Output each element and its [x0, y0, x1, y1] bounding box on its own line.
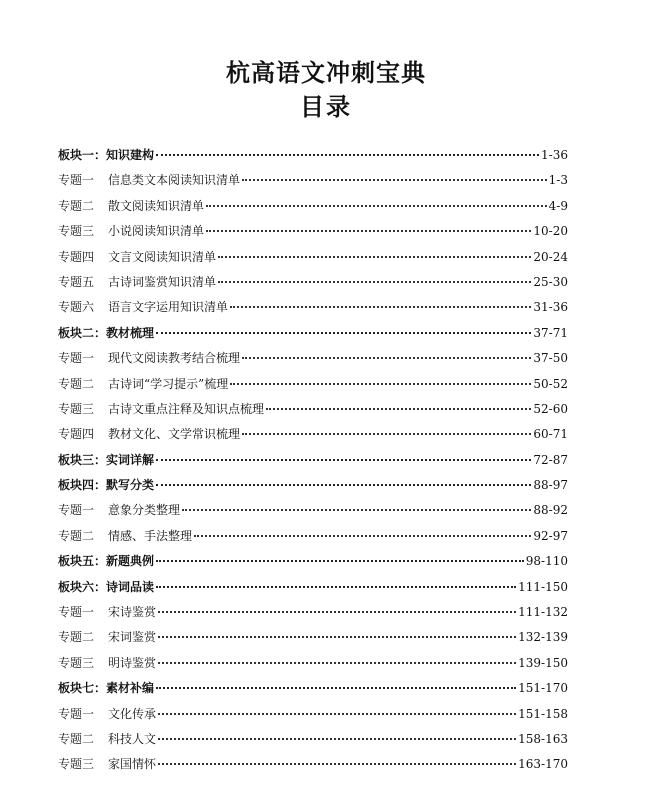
- topic-title: 宋词鉴赏: [108, 630, 157, 645]
- topic-label: 专题一: [58, 173, 95, 188]
- topic-label: 专题二: [58, 528, 95, 543]
- topic-label: 专题一: [58, 503, 95, 518]
- dot-leader: [158, 662, 516, 664]
- dot-leader: [242, 433, 531, 435]
- page-range: 111-132: [518, 605, 568, 620]
- section-title: 实词详解: [106, 452, 155, 467]
- topic-title: 古诗文重点注释及知识点梳理: [108, 401, 265, 416]
- toc-section-row[interactable]: [58, 575, 568, 600]
- page-range: 88-92: [533, 503, 568, 518]
- topic-title: 教材文化、文学常识梳理: [108, 427, 241, 442]
- section-title: 默写分类: [106, 478, 155, 493]
- topic-title: 语言文字运用知识清单: [108, 300, 229, 315]
- toc-section-row[interactable]: [58, 676, 568, 701]
- topic-label: 专题二: [58, 376, 95, 391]
- page-range: 20-24: [533, 249, 568, 264]
- dot-leader: [206, 230, 531, 232]
- dot-leader: [158, 611, 516, 613]
- topic-title: 信息类文本阅读知识清单: [108, 173, 241, 188]
- page-range: 92-97: [533, 528, 568, 543]
- section-label: 板块五：: [58, 554, 107, 569]
- toc-topic-row[interactable]: [58, 625, 568, 650]
- section-label: 板块四：: [58, 478, 107, 493]
- dot-leader: [218, 256, 531, 258]
- dot-leader: [156, 332, 531, 334]
- toc-topic-row[interactable]: [58, 752, 568, 777]
- toc-topic-row[interactable]: [58, 346, 568, 371]
- topic-label: 专题一: [58, 605, 95, 620]
- toc-section-row[interactable]: [58, 473, 568, 498]
- dot-leader: [156, 560, 524, 562]
- page-range: 1-3: [548, 173, 568, 188]
- topic-title: 散文阅读知识清单: [108, 198, 205, 213]
- topic-title: 意象分类整理: [108, 503, 181, 518]
- topic-title: 家国情怀: [108, 757, 157, 772]
- section-label: 板块六：: [58, 579, 107, 594]
- topic-label: 专题五: [58, 274, 95, 289]
- dot-leader: [156, 687, 516, 689]
- page-range: 151-170: [518, 681, 568, 696]
- page-range: 72-87: [533, 452, 568, 467]
- dot-leader: [242, 357, 531, 359]
- dot-leader: [158, 763, 516, 765]
- topic-label: 专题一: [58, 351, 95, 366]
- toc-topic-row[interactable]: [58, 498, 568, 523]
- page-range: 111-150: [518, 579, 568, 594]
- toc-topic-row[interactable]: [58, 727, 568, 752]
- page-range: 37-50: [533, 351, 568, 366]
- dot-leader: [158, 636, 516, 638]
- section-label: 板块三：: [58, 452, 107, 467]
- page-range: 98-110: [525, 554, 568, 569]
- toc-section-row[interactable]: [58, 321, 568, 346]
- topic-title: 文化传承: [108, 706, 157, 721]
- section-title: 新题典例: [106, 554, 155, 569]
- topic-title: 宋诗鉴赏: [108, 605, 157, 620]
- dot-leader: [182, 509, 531, 511]
- page-range: 4-9: [548, 198, 568, 213]
- topic-title: 文言文阅读知识清单: [108, 249, 217, 264]
- topic-title: 古诗词鉴赏知识清单: [108, 274, 217, 289]
- dot-leader: [158, 738, 516, 740]
- page-range: 151-158: [518, 706, 568, 721]
- topic-title: 情感、手法整理: [108, 528, 193, 543]
- page-range: 60-71: [533, 427, 568, 442]
- topic-label: 专题二: [58, 198, 95, 213]
- toc-topic-row[interactable]: [58, 372, 568, 397]
- dot-leader: [156, 586, 516, 588]
- dot-leader: [266, 408, 531, 410]
- topic-label: 专题六: [58, 300, 95, 315]
- toc-topic-row[interactable]: [58, 600, 568, 625]
- topic-label: 专题三: [58, 224, 95, 239]
- topic-label: 专题三: [58, 757, 95, 772]
- table-of-contents: [58, 143, 568, 778]
- toc-topic-row[interactable]: [58, 270, 568, 295]
- dot-leader: [230, 383, 531, 385]
- topic-label: 专题三: [58, 655, 95, 670]
- page-range: 163-170: [518, 757, 568, 772]
- dot-leader: [242, 179, 547, 181]
- dot-leader: [218, 281, 531, 283]
- page-range: 132-139: [518, 630, 568, 645]
- section-title: 知识建构: [106, 148, 155, 162]
- page-range: 50-52: [533, 376, 568, 391]
- toc-topic-row[interactable]: [58, 651, 568, 676]
- topic-title: 明诗鉴赏: [108, 655, 157, 670]
- page-range: 139-150: [518, 655, 568, 670]
- topic-label: 专题四: [58, 427, 95, 442]
- toc-topic-row[interactable]: [58, 168, 568, 193]
- toc-topic-row[interactable]: [58, 422, 568, 447]
- topic-label: 专题三: [58, 401, 95, 416]
- toc-topic-row[interactable]: [58, 397, 568, 422]
- toc-heading: 目录: [300, 92, 352, 121]
- topic-label: 专题二: [58, 630, 95, 645]
- toc-topic-row[interactable]: [58, 524, 568, 549]
- toc-section-row[interactable]: [58, 143, 568, 168]
- page-range: 52-60: [533, 401, 568, 416]
- topic-title: 古诗词“学习提示”梳理: [108, 376, 229, 391]
- document-title: 杭高语文冲刺宝典: [226, 58, 426, 87]
- toc-section-row[interactable]: [58, 448, 568, 473]
- toc-section-row[interactable]: [58, 549, 568, 574]
- page-range: 25-30: [533, 274, 568, 289]
- dot-leader: [156, 459, 531, 461]
- topic-title: 科技人文: [108, 731, 157, 746]
- section-label: 板块一：: [58, 148, 107, 162]
- toc-topic-row[interactable]: [58, 219, 568, 244]
- topic-title: 小说阅读知识清单: [108, 224, 205, 239]
- page-range: 31-36: [533, 300, 568, 315]
- section-title: 教材梳理: [106, 325, 155, 340]
- section-label: 板块二：: [58, 325, 107, 340]
- section-title: 素材补编: [106, 681, 155, 696]
- toc-topic-row[interactable]: [58, 194, 568, 219]
- page-range: 37-71: [533, 325, 568, 340]
- toc-topic-row[interactable]: [58, 245, 568, 270]
- page-range: 10-20: [533, 224, 568, 239]
- dot-leader: [206, 205, 547, 207]
- topic-title: 现代文阅读教考结合梳理: [108, 351, 241, 366]
- dot-leader: [230, 306, 531, 308]
- toc-topic-row[interactable]: [58, 295, 568, 320]
- page-range: 88-97: [533, 478, 568, 493]
- page-range: 1-36: [541, 148, 568, 162]
- topic-label: 专题二: [58, 731, 95, 746]
- dot-leader: [158, 713, 516, 715]
- page-range: 158-163: [518, 731, 568, 746]
- section-title: 诗词品读: [106, 579, 155, 594]
- dot-leader: [156, 154, 539, 156]
- dot-leader: [194, 535, 531, 537]
- toc-topic-row[interactable]: [58, 702, 568, 727]
- topic-label: 专题四: [58, 249, 95, 264]
- topic-label: 专题一: [58, 706, 95, 721]
- section-label: 板块七：: [58, 681, 107, 696]
- dot-leader: [156, 484, 531, 486]
